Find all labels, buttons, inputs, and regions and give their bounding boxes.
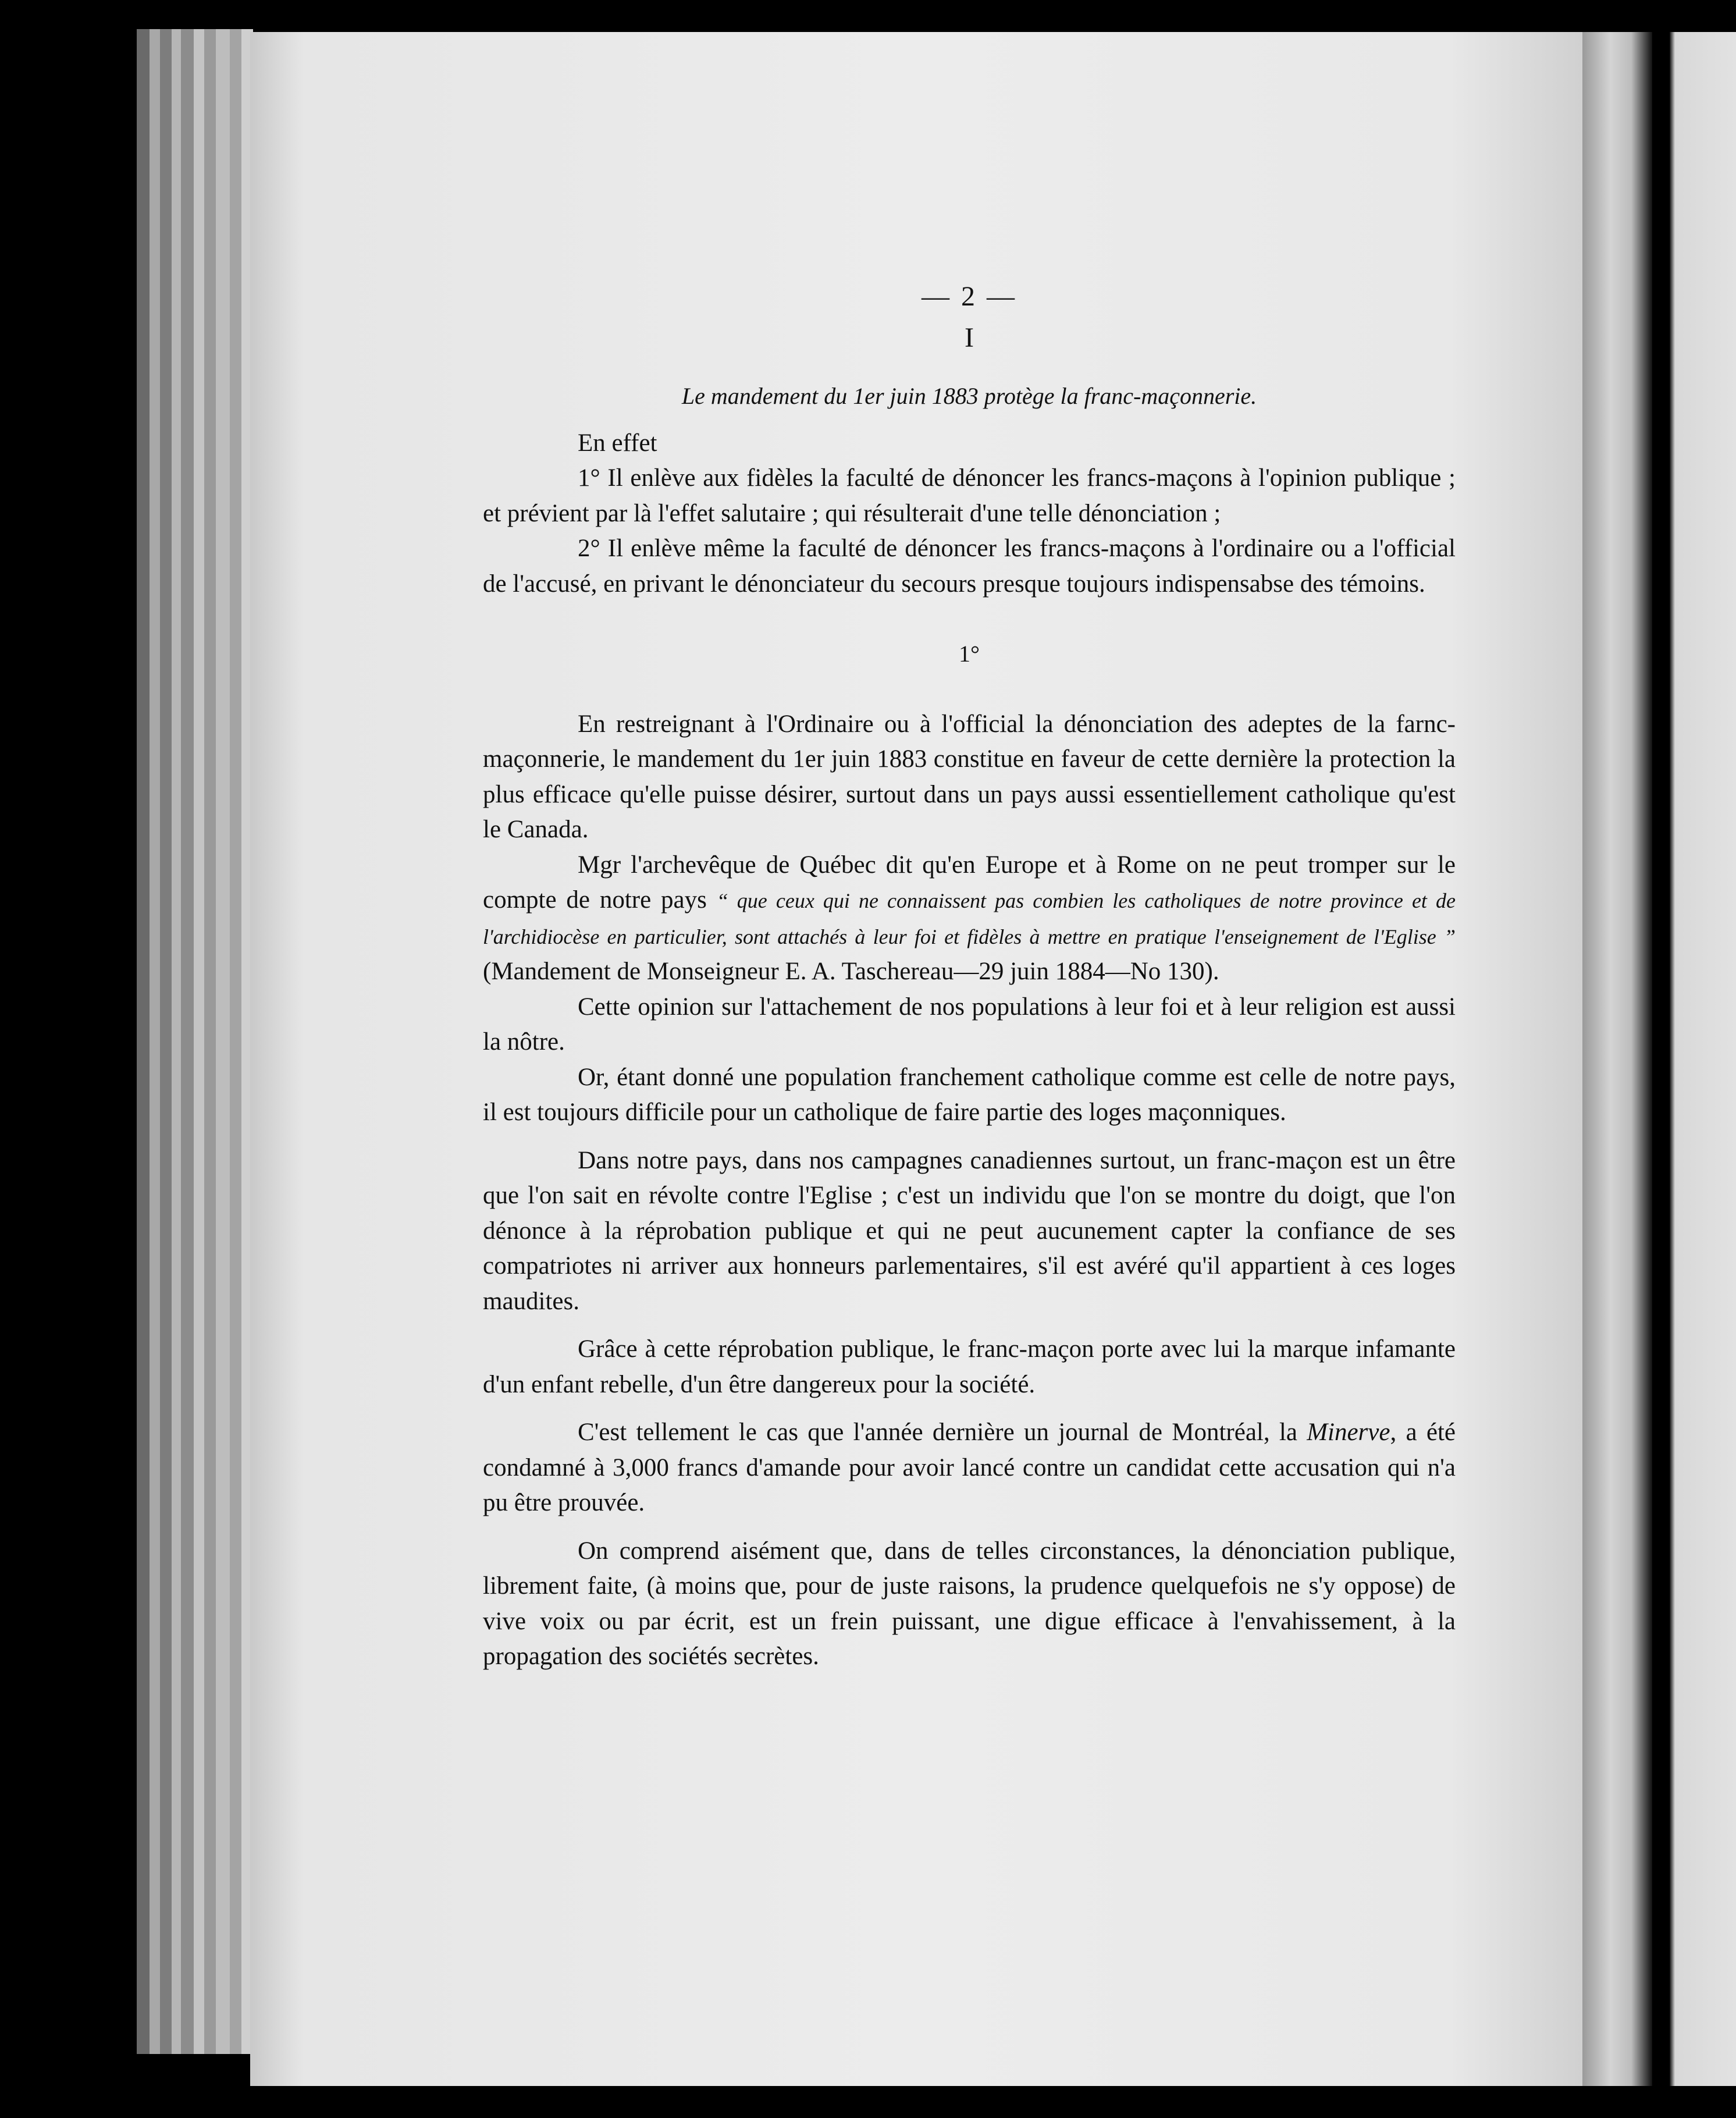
page-gutter <box>1582 32 1652 2086</box>
newspaper-name: Minerve <box>1307 1419 1390 1446</box>
paragraph-with-italic <box>483 1415 1456 1521</box>
paragraph: 2° Il enlève même la faculté de dénoncer les francs-maçons à l'ordinaire ou a l'official de l'accusé, en privant le dénonciateur du secours presque toujours indispensabse des témoins. <box>483 535 1456 598</box>
paragraph: Or, étant donné une population franchement catholique comme est celle de notre pays, il est toujours difficile pour un catholique de faire partie des loges maçonniques. <box>483 1063 1456 1126</box>
paragraph: On comprend aisément que, dans de telles circonstances, la dénonciation publique, librement faite, (à moins que, pour de juste raisons, la prudence quelquefois ne s'y oppose) de vive voix ou par écrit, est un frein puissant, une digue efficace à l'envahissement, à la propagation des sociétés secrètes. <box>483 1537 1456 1670</box>
paragraph: Cette opinion sur l'attachement de nos populations à leur foi et à leur religion est aussi la nôtre. <box>483 993 1456 1056</box>
paragraph-text: C'est tellement le cas que l'année dernière un journal de Montréal, la <box>578 1419 1307 1446</box>
book-page-edges <box>137 29 253 2054</box>
paragraph-text: Mgr l'archevêque de Québec dit qu'en Europe et à Rome on ne peut tromper sur le compte de notre pays <box>483 851 1456 914</box>
page-text <box>483 279 1456 1680</box>
section-number: I <box>965 322 974 353</box>
paragraph: En effet <box>578 429 657 457</box>
paragraph-text: (Mandement de Monseigneur E. A. Taschereau—29 juin 1884—No 130). <box>483 958 1219 985</box>
paragraph: Grâce à cette réprobation publique, le franc-maçon porte avec lui la marque infamante d'un enfant rebelle, d'un être dangereux pour la société. <box>483 1335 1456 1398</box>
paragraph: Dans notre pays, dans nos campagnes canadiennes surtout, un franc-maçon est un être que l'on sait en révolte contre l'Eglise ; c'est un individu que l'on se montre du doigt, que l'on dénonce à la réprobation publique et qui ne peut aucunement capter la confiance de ses compatriotes ni arriver aux honneurs parlementaires, s'il est avéré qu'il appartient à ces loges maudites. <box>483 1146 1456 1315</box>
subsection-mark: 1° <box>959 641 980 667</box>
quotation: “ que ceux qui ne connaissent pas combien les catholiques de notre province et de l'archidiocèse en particulier, sont attachés à leur foi et fidèles à mettre en pratique l'enseignement de l'Eglise ” <box>483 889 1456 948</box>
paragraph-with-quote <box>483 848 1456 990</box>
facing-page-edge <box>1670 32 1736 2086</box>
paragraph: En restreignant à l'Ordinaire ou à l'official la dénonciation des adeptes de la farnc-maçonnerie, le mandement du 1er juin 1883 constitue en faveur de cette dernière la protection la plus efficace qu'elle puisse désirer, surtout dans un pays aussi essentiellement catholique qu'est le Canada. <box>483 710 1456 843</box>
paragraph-text: , a été condamné à 3,000 francs d'amande pour avoir lancé contre un candidat cette accusation qui n'a pu être prouvée. <box>483 1419 1456 1516</box>
paragraph: 1° Il enlève aux fidèles la faculté de dénoncer les francs-maçons à l'opinion publique ; et prévient par là l'effet salutaire ; qui résulterait d'une telle dénonciation ; <box>483 464 1456 527</box>
section-title: Le mandement du 1er juin 1883 protège la franc-maçonnerie. <box>681 383 1257 409</box>
page-number: — 2 — <box>922 281 1017 312</box>
